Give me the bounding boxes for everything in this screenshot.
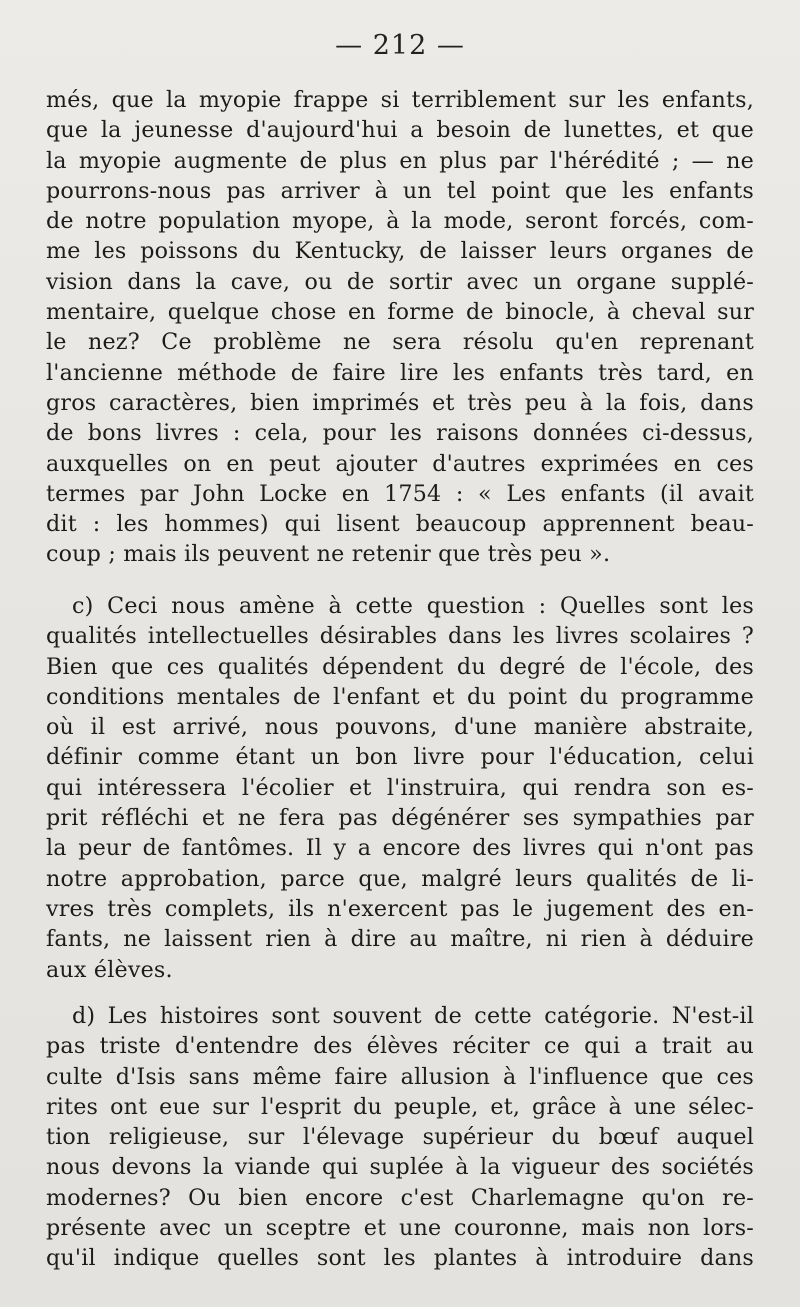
- text-line: d) Les histoires sont souvent de cette catégorie. N'est-il: [72, 1003, 754, 1029]
- text-line: que la jeunesse d'aujourd'hui a besoin de lunettes, et que: [46, 117, 754, 144]
- text-line: pas triste d'entendre des élèves réciter ce qui a trait au: [46, 1033, 754, 1060]
- text-line: présente avec un sceptre et une couronne, mais non lors-: [46, 1215, 754, 1242]
- paragraph-3: [46, 1001, 754, 1274]
- text-line: conditions mentales de l'enfant et du point du programme: [46, 683, 754, 710]
- text-line: définir comme étant un bon livre pour l'éducation, celui: [46, 744, 754, 771]
- text-line: rites ont eue sur l'esprit du peuple, et, grâce à une sélec-: [46, 1093, 754, 1120]
- text-line: notre approbation, parce que, malgré leurs qualités de li-: [46, 865, 754, 892]
- text-line: la peur de fantômes. Il y a encore des livres qui n'ont pas: [46, 835, 754, 862]
- text-line: pourrons-nous pas arriver à un tel point que les enfants: [46, 177, 754, 204]
- text-line: termes par John Locke en 1754 : « Les enfants (il avait: [46, 480, 754, 507]
- text-line: qualités intellectuelles désirables dans les livres scolaires ?: [46, 623, 754, 650]
- text-line: Bien que ces qualités dépendent du degré de l'école, des: [46, 653, 754, 680]
- text-line: gros caractères, bien imprimés et très peu à la fois, dans: [46, 389, 754, 416]
- text-line: de notre population myope, à la mode, seront forcés, com-: [46, 208, 754, 235]
- text-line: més, que la myopie frappe si terriblement sur les enfants,: [46, 87, 754, 113]
- page-number: — 212 —: [335, 30, 465, 61]
- text-line: auxquelles on en peut ajouter d'autres exprimées en ces: [46, 450, 754, 477]
- text-line: dit : les hommes) qui lisent beaucoup apprennent beau-: [46, 511, 754, 538]
- text-line: culte d'Isis sans même faire allusion à l'influence que ces: [46, 1063, 754, 1090]
- text-line: mentaire, quelque chose en forme de binocle, à cheval sur: [46, 299, 754, 326]
- text-line: où il est arrivé, nous pouvons, d'une manière abstraite,: [46, 714, 754, 741]
- text-line: c) Ceci nous amène à cette question : Quelles sont les: [72, 593, 754, 619]
- text-line: qu'il indique quelles sont les plantes à introduire dans: [46, 1245, 754, 1272]
- text-line: nous devons la viande qui suplée à la vigueur des sociétés: [46, 1154, 754, 1181]
- text-line: tion religieuse, sur l'élevage supérieur du bœuf auquel: [46, 1124, 754, 1151]
- text-line: la myopie augmente de plus en plus par l'hérédité ; — ne: [46, 147, 754, 174]
- text-line: qui intéressera l'écolier et l'instruira, qui rendra son es-: [46, 774, 754, 801]
- text-line: le nez? Ce problème ne sera résolu qu'en reprenant: [46, 329, 754, 356]
- text-line: modernes? Ou bien encore c'est Charlemagne qu'on re-: [46, 1184, 754, 1211]
- text-line: coup ; mais ils peuvent ne retenir que très peu ».: [46, 541, 611, 568]
- text-line: l'ancienne méthode de faire lire les enfants très tard, en: [46, 359, 754, 386]
- text-line: aux élèves.: [46, 956, 173, 983]
- text-line: prit réfléchi et ne fera pas dégénérer ses sympathies par: [46, 805, 754, 832]
- text-line: vres très complets, ils n'exercent pas le jugement des en-: [46, 895, 754, 922]
- paragraph-1: [46, 85, 754, 570]
- text-line: fants, ne laissent rien à dire au maître, ni rien à déduire: [46, 926, 754, 953]
- text-line: me les poissons du Kentucky, de laisser leurs organes de: [46, 238, 754, 265]
- paragraph-2: [46, 591, 754, 985]
- text-line: de bons livres : cela, pour les raisons données ci-dessus,: [46, 420, 754, 447]
- text-line: vision dans la cave, ou de sortir avec un organe supplé-: [46, 268, 754, 295]
